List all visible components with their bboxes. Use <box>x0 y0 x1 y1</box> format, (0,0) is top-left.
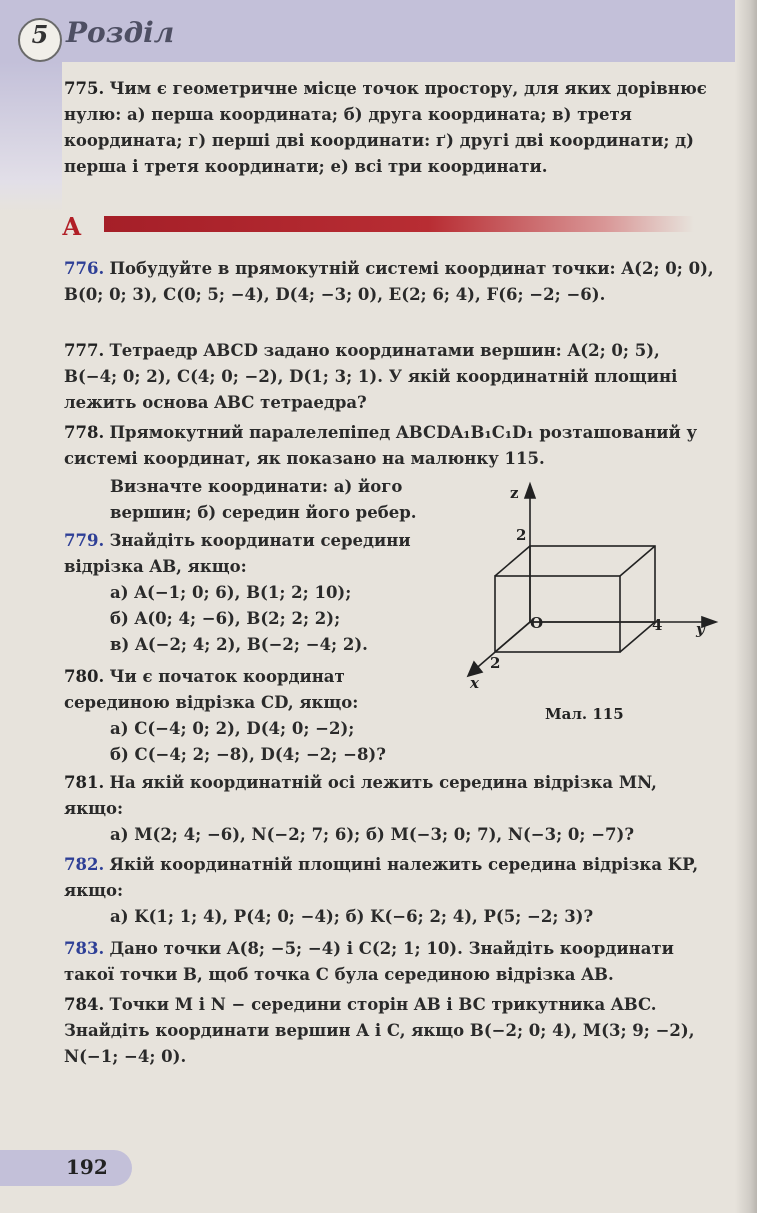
y-axis-label: y <box>696 620 705 638</box>
list-item: а) C(−4; 0; 2), D(4; 0; −2); <box>110 719 355 738</box>
problem-778 <box>64 420 716 472</box>
problem-text: Прямокутний паралелепіпед ABCDA₁B₁C₁D₁ розташований у системі координат, як показано на малюнку 115. <box>64 423 698 468</box>
x-tick-label: 2 <box>490 654 501 672</box>
problem-text: Чим є геометричне місце точок простору, для яких дорівнює нулю: а) перша координата; б) друга координата; в) третя координата; г) перші дві координати: ґ) другі дві координати; д) перша і третя координати; е) всі три координати. <box>64 79 707 176</box>
list-item: а) K(1; 1; 4), P(4; 0; −4); б) K(−6; 2; 4), P(5; −2; 3)? <box>110 907 594 926</box>
problem-780 <box>64 664 454 768</box>
problem-number: 779. <box>64 531 105 550</box>
box-front-face <box>495 576 620 652</box>
box-back-face <box>530 546 655 622</box>
problem-784 <box>64 992 716 1070</box>
origin-label: O <box>530 614 544 632</box>
problem-775 <box>64 76 716 180</box>
problem-number: 776. <box>64 259 105 278</box>
problem-777 <box>64 338 716 416</box>
problem-number: 783. <box>64 939 105 958</box>
problem-778-continuation <box>110 474 450 526</box>
problem-776 <box>64 256 716 308</box>
level-mark: А <box>62 212 82 241</box>
problem-782 <box>64 852 716 930</box>
problem-number: 782. <box>64 855 105 874</box>
problem-text: Тетраедр ABCD задано координатами вершин: A(2; 0; 5), B(−4; 0; 2), C(4; 0; −2), D(1; 3; 1). У якій координатній площині лежить основа ABC тетраедра? <box>64 341 678 412</box>
problem-text: Точки M і N − середини сторін AB і BC трикутника ABC. Знайдіть координати вершин A і C, якщо B(−2; 0; 4), M(3; 9; −2), N(−1; −4; 0). <box>64 995 695 1066</box>
parallelepiped-figure <box>460 476 720 726</box>
list-item: а) M(2; 4; −6), N(−2; 7; 6); б) M(−3; 0; 7), N(−3; 0; −7)? <box>110 825 635 844</box>
problem-number: 775. <box>64 79 105 98</box>
problem-text: Побудуйте в прямокутній системі координат точки: A(2; 0; 0), B(0; 0; 3), C(0; 5; −4), D(4; −3; 0), E(2; 6; 4), F(6; −2; −6). <box>64 259 714 304</box>
list-item: б) C(−4; 2; −8), D(4; −2; −8)? <box>110 745 386 764</box>
problem-text: Якій координатній площині належить середина відрізка KP, якщо: <box>64 855 699 900</box>
chapter-title: Розділ <box>66 16 175 49</box>
page-edge-shadow <box>735 0 757 1213</box>
list-item: а) A(−1; 0; 6), B(1; 2; 10); <box>110 583 352 602</box>
problem-number: 780. <box>64 667 105 686</box>
z-axis-label: z <box>510 484 519 502</box>
problem-text: Визначте координати: а) його вершин; б) середин його ребер. <box>110 477 417 522</box>
z-tick-label: 2 <box>516 526 527 544</box>
list-item: б) A(0; 4; −6), B(2; 2; 2); <box>110 609 341 628</box>
problem-number: 784. <box>64 995 105 1014</box>
y-tick-label: 4 <box>652 616 663 634</box>
chapter-number: 5 <box>31 20 49 49</box>
problem-779 <box>64 528 454 658</box>
problem-number: 777. <box>64 341 105 360</box>
problem-text: На якій координатній осі лежить середина відрізка MN, якщо: <box>64 773 657 818</box>
problem-783 <box>64 936 716 988</box>
problem-text: Дано точки A(8; −5; −4) і C(2; 1; 10). Знайдіть координати такої точки B, щоб точка C була серединою відрізка AB. <box>64 939 674 984</box>
level-bar <box>104 216 694 232</box>
figure-caption: Мал. 115 <box>545 705 624 723</box>
header-side-strip <box>0 62 62 212</box>
z-arrow <box>525 484 535 498</box>
x-axis-label: x <box>470 674 479 692</box>
problem-781 <box>64 770 716 848</box>
list-item: в) A(−2; 4; 2), B(−2; −4; 2). <box>110 635 368 654</box>
page-number: 192 <box>66 1155 108 1179</box>
problem-number: 781. <box>64 773 105 792</box>
problem-text: Чи є початок координат серединою відрізка CD, якщо: <box>64 667 359 712</box>
problem-number: 778. <box>64 423 105 442</box>
problem-text: Знайдіть координати середини відрізка AB, якщо: <box>64 531 411 576</box>
